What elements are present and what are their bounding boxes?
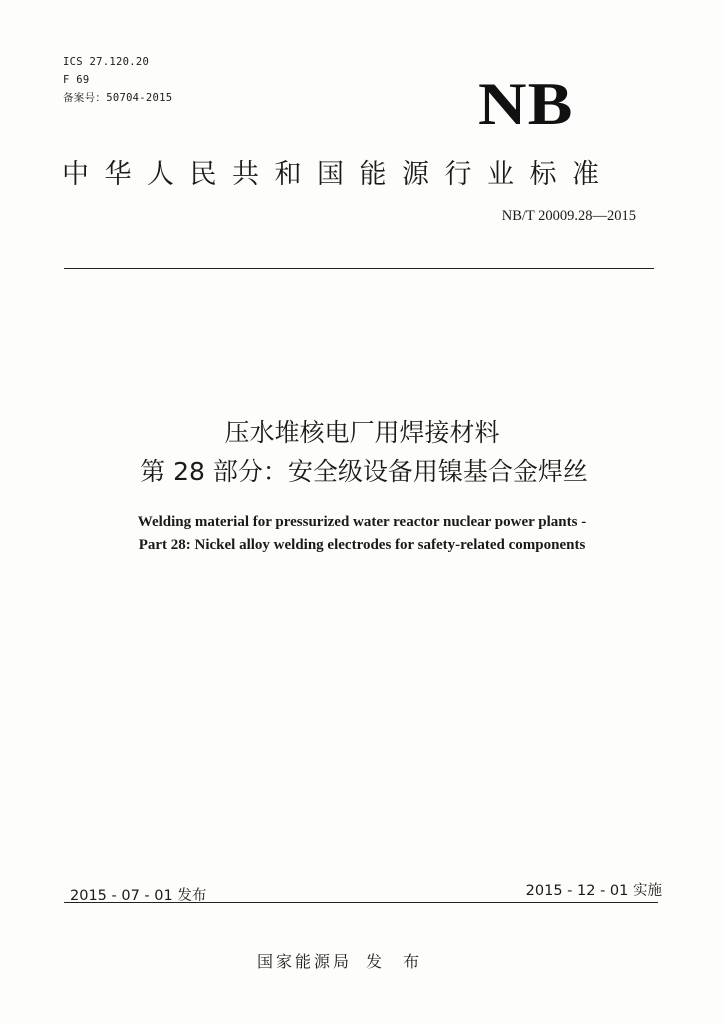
effective-date: 2015 - 12 - 01 实施 (525, 883, 662, 899)
standard-category-title: 中华人民共和国能源行业标准 (62, 159, 615, 190)
chinese-title-line-1: 压水堆核电厂用焊接材料 (224, 418, 500, 447)
filing-number: 备案号：50704-2015 (63, 92, 173, 104)
header-divider (64, 268, 654, 269)
chinese-title-line-2: 第 28 部分：安全级设备用镍基合金焊丝 (140, 457, 588, 486)
document-metadata (63, 53, 172, 107)
nb-logo: NB (478, 71, 574, 137)
ics-code: ICS 27.120.20 (63, 56, 150, 68)
english-title-line-2: Part 28: Nickel alloy welding electrodes for safety-related components (138, 537, 586, 553)
publisher-name: 国家能源局 (257, 952, 353, 971)
footer-divider (64, 902, 658, 903)
publisher-action: 发 布 (366, 952, 428, 971)
classification-code: F 69 (63, 74, 90, 86)
standard-number: NB/T 20009.28—2015 (501, 208, 636, 224)
english-title-line-1: Welding material for pressurized water reactor nuclear power plants - (137, 514, 587, 530)
publisher (257, 949, 427, 972)
issue-date: 2015 - 07 - 01 发布 (70, 888, 207, 904)
